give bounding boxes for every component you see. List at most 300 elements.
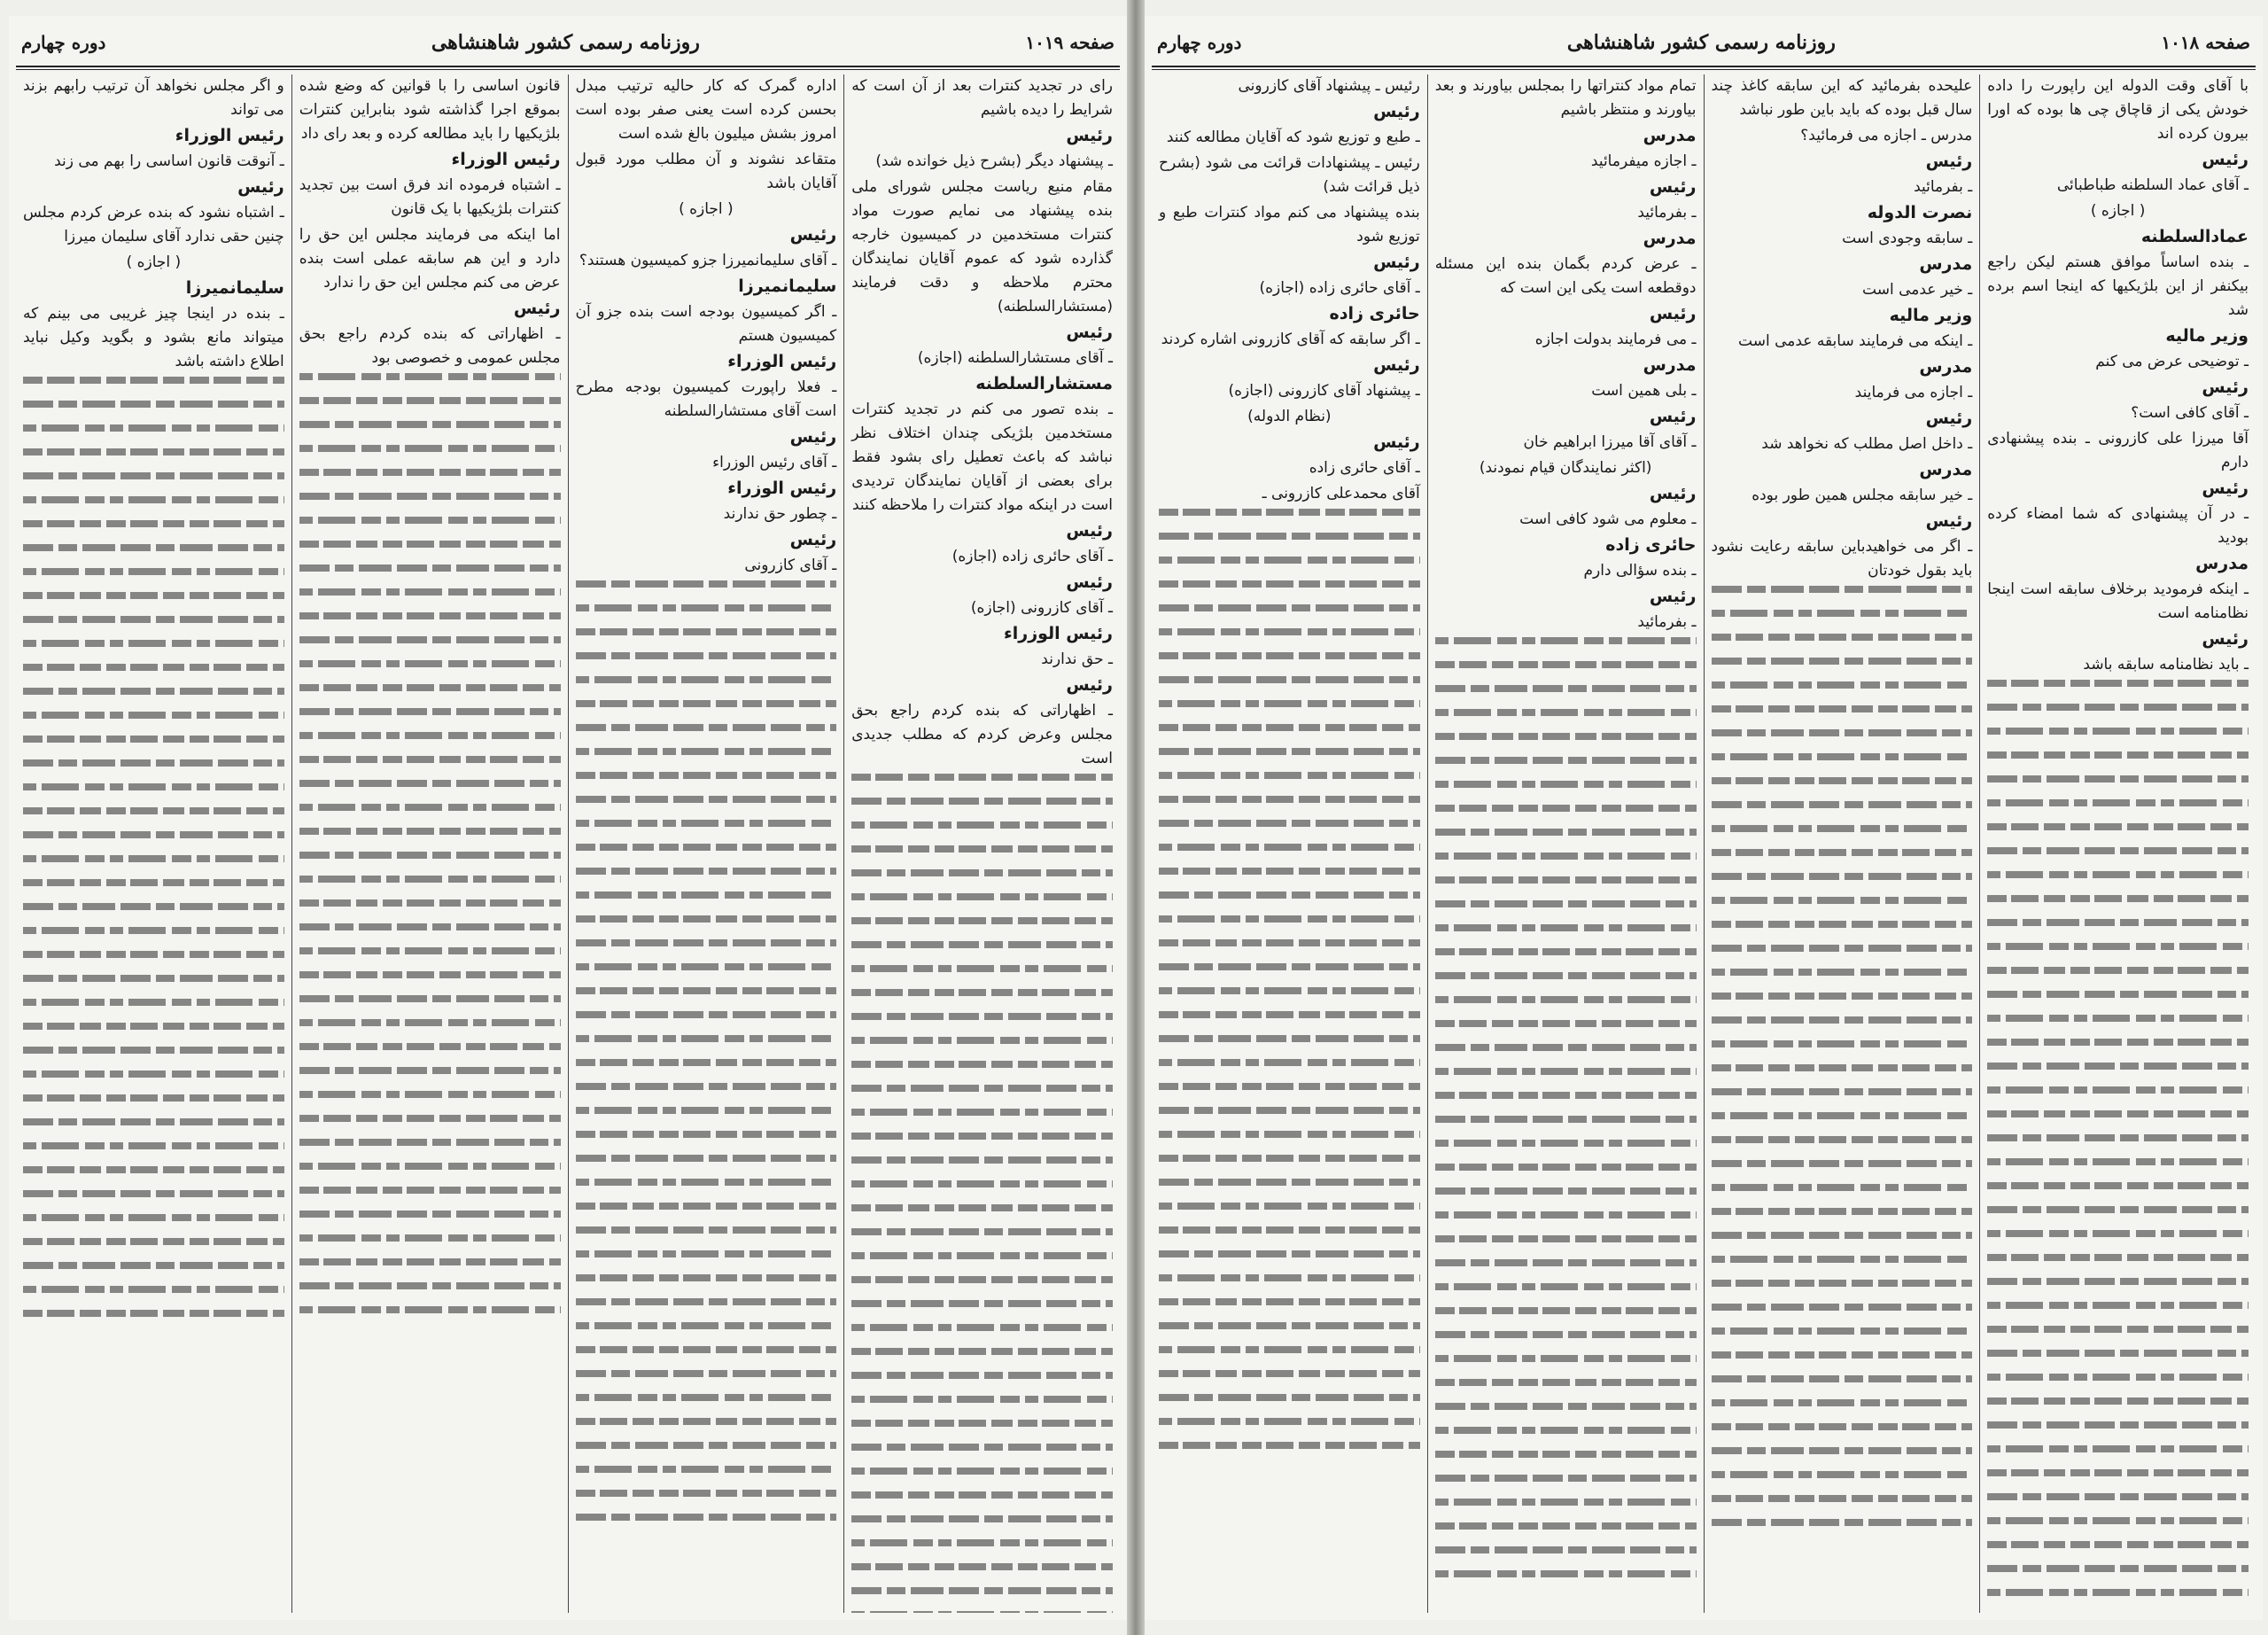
text-line — [299, 1234, 561, 1258]
speaker-name: حائری زاده — [1605, 535, 1697, 555]
text-line — [1435, 972, 1697, 996]
paragraph: با آقای وقت الدوله این راپورت را داده خودش یکی از قاچاق چی ها بوده که اورا بیرون کرده اند — [1987, 77, 2249, 143]
paragraph: ـ اینکه فرمودید برخلاف سابقه است اینجا نظامنامه است — [1987, 580, 2249, 622]
text-line — [1987, 1063, 2249, 1086]
text-line — [851, 941, 1113, 965]
paragraph: ـ اگر می خواهیدباین سابقه رعایت نشود باید بقول خودتان — [1711, 538, 1973, 580]
text-line — [1159, 1298, 1420, 1322]
text-line — [576, 604, 837, 628]
text-line — [851, 1300, 1113, 1324]
text-line — [576, 1250, 837, 1274]
text-line — [299, 493, 561, 517]
text-line — [23, 616, 284, 640]
text-line — [1987, 775, 2249, 799]
text-line — [1987, 1469, 2249, 1493]
speaker-name: رئیس — [2202, 378, 2249, 397]
text-line — [1987, 704, 2249, 728]
text-line — [851, 1420, 1113, 1444]
text-line — [23, 1071, 284, 1094]
text-line — [1987, 751, 2249, 775]
text-line — [1712, 1064, 1973, 1088]
paragraph: ـ اجازه میفرمائید — [1590, 152, 1697, 170]
text-line — [1987, 1374, 2249, 1398]
right-columns — [1152, 74, 2256, 1613]
text-line — [23, 807, 284, 831]
text-line — [1987, 1134, 2249, 1158]
text-line — [1987, 1254, 2249, 1278]
text-line — [1712, 586, 1973, 610]
text-line — [1435, 1499, 1697, 1522]
text-line — [1159, 1250, 1420, 1274]
paragraph: ـ آقای کازرونی (اجازه) — [970, 599, 1113, 617]
text-line — [299, 852, 561, 876]
paragraph: رئیس ـ پیشنهادات قرائت می شود (بشرح ذیل قرائت شد) — [1159, 154, 1420, 196]
text-line — [576, 939, 837, 963]
text-line — [1435, 1116, 1697, 1140]
text-line — [851, 1348, 1113, 1372]
speaker-name: رئیس الوزراء — [727, 479, 837, 498]
text-line — [576, 1107, 837, 1131]
text-line — [1712, 849, 1973, 873]
text-line — [1712, 1232, 1973, 1256]
text-line — [1435, 996, 1697, 1020]
text-line — [576, 987, 837, 1011]
text-line — [23, 592, 284, 616]
text-line — [851, 869, 1113, 893]
stage-note: (اکثر نمایندگان قیام نمودند) — [1479, 459, 1652, 477]
text-line — [851, 1180, 1113, 1204]
text-line — [1159, 1107, 1420, 1131]
text-line — [851, 845, 1113, 869]
text-line — [1712, 634, 1973, 658]
text-line — [299, 421, 561, 445]
text-line — [1712, 1423, 1973, 1447]
text-line — [1712, 705, 1973, 729]
speaker-name: رئیس — [1066, 572, 1113, 592]
text-line — [1159, 939, 1420, 963]
text-line — [1712, 993, 1973, 1016]
left-period-label: دوره چهارم — [21, 32, 106, 53]
text-line — [1435, 1546, 1697, 1570]
text-line — [851, 1228, 1113, 1252]
paragraph: ـ می فرمایند بدولت اجازه — [1534, 331, 1697, 348]
text-line — [1159, 628, 1420, 652]
paragraph: ـ آقای حائری زاده — [1309, 459, 1420, 477]
text-line — [23, 736, 284, 759]
text-line — [1159, 796, 1420, 820]
speaker-name: رئیس الوزراء — [1004, 624, 1113, 643]
text-line — [1435, 1355, 1697, 1379]
text-line — [23, 448, 284, 472]
text-line — [1435, 829, 1697, 853]
speaker-name: رئیس — [1649, 587, 1697, 606]
speaker-name: نصرت الدوله — [1867, 203, 1973, 222]
text-line — [576, 1298, 837, 1322]
text-line — [1159, 1011, 1420, 1035]
text-line — [1987, 1230, 2249, 1254]
text-line — [1435, 853, 1697, 876]
paragraph: ـ آقای رئیس الوزراء — [712, 454, 837, 471]
text-line — [576, 844, 837, 868]
text-line — [1159, 557, 1420, 580]
right-page-column-1 — [1979, 74, 2256, 1613]
text-line — [851, 1587, 1113, 1611]
text-line — [1159, 580, 1420, 604]
text-line — [1712, 1519, 1973, 1543]
text-line — [576, 868, 837, 891]
text-line — [576, 1394, 837, 1418]
text-line — [576, 1490, 837, 1514]
speaker-name: مستشارالسلطنه — [975, 374, 1113, 393]
text-line — [851, 798, 1113, 821]
text-line — [299, 1211, 561, 1234]
text-line — [1987, 967, 2249, 991]
stage-note: ( اجازه ) — [679, 200, 734, 218]
paragraph: ـ بنده در اینجا چیز غریبی می بینم که میتواند مانع بشود و بگوید وکیل نباید اطلاع داشته باشد — [23, 305, 284, 370]
text-line — [576, 748, 837, 772]
speaker-name: رئیس — [2202, 629, 2249, 649]
text-line — [576, 652, 837, 676]
text-line — [1159, 509, 1420, 533]
text-line — [1435, 709, 1697, 733]
text-line — [851, 1611, 1113, 1613]
text-line — [576, 1442, 837, 1466]
text-line — [23, 1190, 284, 1214]
paragraph: ـ اظهاراتی که بنده کردم راجع بحق مجلس وعرض کردم که مطلب جدیدی است — [851, 702, 1113, 767]
paragraph: علیحده بفرمائید که این سابقه کاغذ چند سال قبل بوده که باید باین طور نباشد — [1711, 77, 1973, 119]
text-line — [576, 1370, 837, 1394]
text-line — [23, 975, 284, 999]
text-line — [299, 1187, 561, 1211]
text-line — [1435, 1235, 1697, 1259]
left-header-rule — [16, 66, 1120, 70]
text-line — [23, 831, 284, 855]
paragraph: ـ آنوقت قانون اساسی را بهم می زند — [54, 152, 284, 170]
text-line — [299, 684, 561, 708]
text-line — [576, 1035, 837, 1059]
text-line — [1987, 1517, 2249, 1541]
text-line — [1435, 1020, 1697, 1044]
text-line — [23, 1262, 284, 1286]
text-line — [23, 879, 284, 903]
text-line — [1435, 1307, 1697, 1331]
stage-note: ( اجازه ) — [2090, 202, 2146, 220]
text-line — [1435, 1187, 1697, 1211]
paragraph: ـ اجازه می فرمایند — [1854, 384, 1973, 401]
speaker-name: رئیس — [1373, 253, 1420, 272]
left-newspaper-title: روزنامه رسمی کشور شاهنشاهی — [431, 31, 700, 54]
text-line — [299, 1043, 561, 1067]
text-line — [299, 971, 561, 995]
paragraph: ـ پیشنهاد دیگر (بشرح ذیل خوانده شد) — [875, 152, 1113, 170]
text-line — [851, 1515, 1113, 1539]
text-line — [1159, 1226, 1420, 1250]
text-line — [851, 821, 1113, 845]
text-line — [1435, 733, 1697, 757]
text-line — [1987, 1493, 2249, 1517]
text-line — [1435, 685, 1697, 709]
speaker-name: حائری زاده — [1329, 304, 1420, 323]
text-line — [576, 1179, 837, 1203]
text-line — [1987, 1278, 2249, 1302]
paragraph: ـ آقای مستشارالسلطنه (اجازه) — [917, 349, 1113, 367]
right-page-column-3 — [1427, 74, 1704, 1613]
right-page-header — [1145, 23, 2263, 62]
text-line — [23, 377, 284, 401]
text-line — [1987, 847, 2249, 871]
paragraph: تمام مواد کنتراتها را بمجلس بیاورند و بعد بیاورند و منتظر باشیم — [1434, 77, 1697, 119]
text-line — [1435, 781, 1697, 805]
text-line — [1987, 1039, 2249, 1063]
text-line — [1987, 991, 2249, 1015]
text-line — [1987, 1541, 2249, 1565]
text-line — [1987, 799, 2249, 823]
right-header-rule — [1152, 66, 2256, 70]
text-line — [1435, 1140, 1697, 1164]
text-line — [1987, 1398, 2249, 1421]
paragraph: ـ خیر سابقه مجلس همین طور بوده — [1751, 487, 1973, 504]
text-line — [1159, 820, 1420, 844]
speaker-name: رئیس — [789, 427, 837, 447]
text-line — [1159, 748, 1420, 772]
paragraph: ـ بفرمائید — [1637, 204, 1697, 222]
text-line — [851, 893, 1113, 917]
speaker-name: وزیر مالیه — [2165, 326, 2249, 346]
text-line — [1712, 825, 1973, 849]
text-line — [576, 1226, 837, 1250]
text-line — [1159, 844, 1420, 868]
text-line — [299, 828, 561, 852]
text-line — [1159, 772, 1420, 796]
text-line — [851, 1276, 1113, 1300]
text-line — [1435, 1522, 1697, 1546]
text-line — [576, 963, 837, 987]
text-line — [576, 1059, 837, 1083]
right-page-number: صفحه ۱۰۱۸ — [2161, 32, 2250, 53]
text-line — [23, 1286, 284, 1310]
speaker-name: رئیس الوزراء — [175, 126, 284, 145]
text-line — [299, 756, 561, 780]
text-line — [1159, 1035, 1420, 1059]
paragraph: ـ آقای حائری زاده (اجازه) — [1259, 279, 1420, 297]
speaker-name: رئیس — [513, 299, 561, 318]
paragraph: ـ چطور حق ندارند — [723, 505, 837, 523]
text-line — [1712, 1088, 1973, 1112]
text-line — [23, 712, 284, 736]
text-line — [1435, 757, 1697, 781]
text-line — [576, 891, 837, 915]
text-line — [1435, 1164, 1697, 1187]
text-line — [23, 903, 284, 927]
text-line — [1159, 1179, 1420, 1203]
dense-text-block — [1435, 637, 1697, 1594]
text-line — [1712, 1160, 1973, 1184]
text-line — [1435, 637, 1697, 661]
text-line — [1987, 728, 2249, 751]
paragraph: ـ آقای سلیمانمیرزا جزو کمیسیون هستند؟ — [579, 252, 837, 269]
text-line — [1435, 1211, 1697, 1235]
text-line — [23, 544, 284, 568]
speaker-name: رئیس — [1373, 102, 1420, 121]
text-line — [851, 1204, 1113, 1228]
paragraph: ـ سابقه وجودی است — [1842, 230, 1973, 247]
right-period-label: دوره چهارم — [1157, 32, 1242, 53]
text-line — [576, 915, 837, 939]
text-line — [1712, 1327, 1973, 1351]
paragraph: اداره گمرک که کار حالیه ترتیب مبدل بحسن کرده است یعنی صفر بوده است امروز بشش میلیون بالغ شده است — [575, 77, 837, 143]
text-line — [851, 1444, 1113, 1468]
text-line — [851, 1061, 1113, 1085]
text-line — [1435, 1283, 1697, 1307]
text-line — [299, 1091, 561, 1115]
text-line — [1435, 924, 1697, 948]
text-line — [299, 804, 561, 828]
text-line — [1159, 1274, 1420, 1298]
paragraph: ـ طبع و توزیع شود که آقایان مطالعه کنند — [1166, 128, 1420, 146]
right-page-column-4 — [1152, 74, 1427, 1613]
paragraph: آقا میرزا علی کازرونی ـ بنده پیشنهادی دارم — [1987, 430, 2249, 471]
text-line — [23, 951, 284, 975]
text-line — [851, 989, 1113, 1013]
text-line — [1987, 943, 2249, 967]
paragraph: ـ بفرمائید — [1637, 613, 1697, 631]
paragraph: ـ باید نظامنامه سابقه باشد — [2083, 656, 2249, 673]
text-line — [851, 1156, 1113, 1180]
text-line — [576, 1011, 837, 1035]
speaker-name: رئیس — [1649, 177, 1697, 197]
speaker-name: عمادالسلطنه — [2140, 227, 2249, 246]
text-line — [851, 965, 1113, 989]
text-line — [1987, 823, 2249, 847]
speaker-name: رئیس — [1066, 126, 1113, 145]
text-line — [576, 1418, 837, 1442]
text-line — [1712, 921, 1973, 945]
text-line — [851, 1252, 1113, 1276]
text-line — [1712, 1399, 1973, 1423]
paragraph: ـ اشتباه فرموده اند فرق است بین تجدید کنترات بلژیکیها با یک قانون — [299, 176, 561, 218]
text-line — [23, 759, 284, 783]
text-line — [851, 774, 1113, 798]
paragraph: ـ فعلا راپورت کمیسیون بودجه مطرح است آقای مستشارالسلطنه — [575, 378, 837, 420]
text-line — [299, 1019, 561, 1043]
text-line — [576, 580, 837, 604]
speaker-name: رئیس — [1649, 484, 1697, 503]
speaker-name: مدرس — [1919, 357, 1973, 377]
text-line — [1987, 680, 2249, 704]
paragraph: ـ اگر کمیسیون بودجه است بنده جزو آن کمیسیون هستم — [575, 303, 837, 345]
dense-text-block — [1712, 586, 1973, 1543]
speaker-name: رئیس — [1925, 409, 1973, 428]
text-line — [1159, 1155, 1420, 1179]
right-newspaper-title: روزنامه رسمی کشور شاهنشاهی — [1566, 31, 1836, 54]
text-line — [299, 445, 561, 469]
text-line — [23, 927, 284, 951]
text-line — [576, 724, 837, 748]
text-line — [1987, 1302, 2249, 1326]
text-line — [576, 1131, 837, 1155]
text-line — [1435, 1570, 1697, 1594]
speaker-name: مدرس — [1919, 460, 1973, 479]
text-line — [1159, 1418, 1420, 1442]
text-line — [299, 612, 561, 636]
speaker-name: رئیس — [1373, 355, 1420, 375]
text-line — [1159, 891, 1420, 915]
paragraph: ـ معلوم می شود کافی است — [1519, 510, 1697, 528]
text-line — [1987, 1182, 2249, 1206]
text-line — [299, 947, 561, 971]
speaker-name: رئیس — [2202, 479, 2249, 498]
speaker-name: رئیس — [1649, 304, 1697, 323]
speaker-name: رئیس — [789, 225, 837, 245]
paragraph: ـ آقای کافی است؟ — [2131, 404, 2249, 422]
speaker-name: رئیس — [1373, 432, 1420, 452]
speaker-name: مدرس — [1643, 355, 1697, 375]
paragraph: و اگر مجلس نخواهد آن ترتیب رابهم بزند می تواند — [23, 77, 284, 119]
text-line — [1159, 1346, 1420, 1370]
text-line — [851, 1013, 1113, 1037]
text-line — [851, 1539, 1113, 1563]
text-line — [1712, 1304, 1973, 1327]
text-line — [1712, 801, 1973, 825]
text-line — [299, 899, 561, 923]
text-line — [1712, 1447, 1973, 1471]
text-line — [576, 796, 837, 820]
text-line — [1159, 652, 1420, 676]
text-line — [299, 588, 561, 612]
text-line — [576, 1203, 837, 1226]
text-line — [1435, 1451, 1697, 1475]
text-line — [299, 876, 561, 899]
text-line — [299, 1282, 561, 1306]
dense-text-block — [23, 377, 284, 1334]
text-line — [299, 1258, 561, 1282]
text-line — [1159, 1394, 1420, 1418]
text-line — [1712, 1495, 1973, 1519]
text-line — [23, 640, 284, 664]
text-line — [299, 923, 561, 947]
paragraph: ـ بنده سؤالی دارم — [1583, 562, 1697, 580]
speaker-name: رئیس — [1066, 323, 1113, 342]
text-line — [299, 469, 561, 493]
text-line — [576, 1466, 837, 1490]
left-page-column-4 — [16, 74, 291, 1613]
text-line — [1159, 1059, 1420, 1083]
text-line — [1712, 1208, 1973, 1232]
text-line — [23, 1238, 284, 1262]
text-line — [851, 1109, 1113, 1133]
text-line — [1987, 1015, 2249, 1039]
text-line — [1712, 945, 1973, 969]
text-line — [1159, 700, 1420, 724]
text-line — [851, 1563, 1113, 1587]
paragraph: بنده پیشنهاد می کنم مواد کنترات طبع و توزیع شود — [1159, 204, 1420, 245]
left-page-column-2 — [568, 74, 844, 1613]
text-line — [299, 708, 561, 732]
text-line — [23, 1214, 284, 1238]
text-line — [1159, 1203, 1420, 1226]
paragraph: ـ اینکه می فرمایند سابقه عدمی است — [1738, 332, 1973, 350]
dense-text-block — [299, 373, 561, 1330]
text-line — [1159, 533, 1420, 557]
speaker-name: رئیس — [1925, 152, 1973, 171]
text-line — [299, 636, 561, 660]
text-line — [23, 664, 284, 688]
paragraph: مقام منیع ریاست مجلس شورای ملی بنده پیشنهاد می نمایم صورت مواد کنترات مستخدمین در کمیسیون خارجه گذارده شود که عموم آقایان نمایندگان محترم ملاحظه و دقت فرمایند (مستشارالسلطنه) — [851, 178, 1113, 315]
text-line — [1435, 876, 1697, 900]
text-line — [851, 1037, 1113, 1061]
text-line — [1159, 604, 1420, 628]
dense-text-block — [851, 774, 1113, 1613]
